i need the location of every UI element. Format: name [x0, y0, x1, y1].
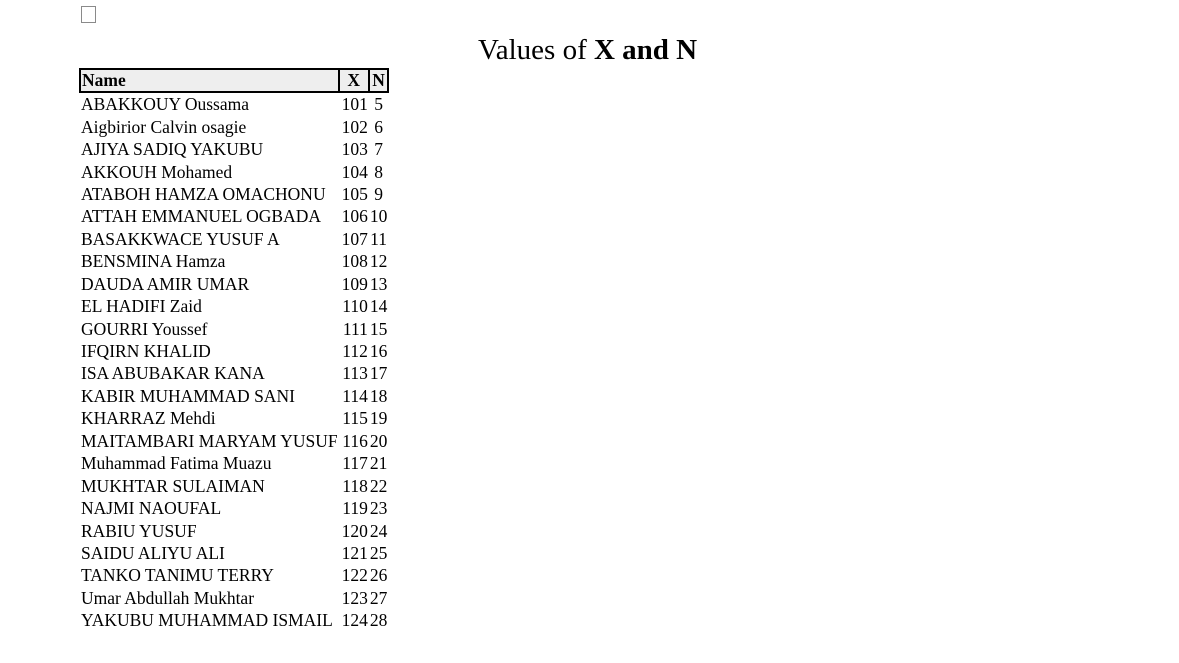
cell-name: Umar Abdullah Mukhtar: [81, 587, 255, 608]
column-header-name: Name: [80, 69, 339, 92]
cell-n: 21: [369, 453, 388, 474]
table-header-row: [80, 69, 388, 92]
cell-x: 121: [341, 542, 368, 563]
table-row: [80, 542, 388, 564]
cell-n: 27: [369, 587, 388, 608]
cell-name: EL HADIFI Zaid: [81, 296, 202, 317]
cell-n: 10: [369, 206, 388, 227]
table-row: [80, 295, 388, 317]
cell-name: NAJMI NAOUFAL: [81, 498, 222, 519]
table-row: [80, 115, 388, 137]
cell-name: KHARRAZ Mehdi: [81, 408, 216, 429]
cell-name: BASAKKWACE YUSUF A: [81, 228, 280, 249]
table-row: [80, 205, 388, 227]
cell-n: 5: [374, 94, 383, 115]
cell-name: IFQIRN KHALID: [81, 341, 211, 362]
cell-n: 12: [369, 251, 388, 272]
cell-n: 11: [370, 228, 388, 249]
cell-x: 120: [341, 520, 368, 541]
cell-x: 124: [341, 610, 368, 631]
cell-n: 25: [369, 542, 388, 563]
cell-x: 117: [342, 453, 368, 474]
cell-x: 112: [342, 341, 368, 362]
cell-n: 22: [369, 475, 388, 496]
page-title: [478, 31, 697, 69]
cell-n: 17: [369, 363, 388, 384]
cell-x: 107: [341, 228, 368, 249]
cell-x: 114: [342, 385, 368, 406]
cell-x: 102: [341, 116, 368, 137]
cell-n: 18: [369, 385, 388, 406]
cell-name: Muhammad Fatima Muazu: [81, 453, 272, 474]
cell-n: 19: [369, 408, 388, 429]
table-row: [80, 497, 388, 519]
cell-name: AKKOUH Mohamed: [81, 161, 233, 182]
cell-x: 115: [342, 408, 368, 429]
cell-name: TANKO TANIMU TERRY: [81, 565, 274, 586]
cell-x: 122: [341, 565, 368, 586]
values-table: [79, 68, 389, 632]
cell-n: 7: [374, 139, 383, 160]
cell-name: MUKHTAR SULAIMAN: [81, 475, 265, 496]
column-header-x: X: [339, 69, 369, 92]
cell-x: 104: [341, 161, 368, 182]
cell-name: GOURRI Youssef: [81, 318, 208, 339]
cell-x: 109: [341, 273, 368, 294]
cell-n: 13: [369, 273, 388, 294]
table-row: [80, 385, 388, 407]
table-row: [80, 138, 388, 160]
cell-x: 119: [342, 498, 368, 519]
page-title-plain: Values of: [478, 34, 594, 66]
table-row: [80, 160, 388, 182]
cell-name: BENSMINA Hamza: [81, 251, 226, 272]
cell-n: 23: [369, 498, 388, 519]
cell-name: DAUDA AMIR UMAR: [81, 273, 250, 294]
cell-n: 14: [369, 296, 388, 317]
cell-n: 16: [369, 341, 388, 362]
cell-name: ATABOH HAMZA OMACHONU: [81, 183, 326, 204]
cell-name: MAITAMBARI MARYAM YUSUF: [81, 430, 338, 451]
cell-x: 103: [341, 139, 368, 160]
cell-x: 106: [341, 206, 368, 227]
cell-n: 24: [369, 520, 388, 541]
cell-name: SAIDU ALIYU ALI: [81, 542, 225, 563]
table-row: [80, 183, 388, 205]
cell-name: ABAKKOUY Oussama: [81, 94, 250, 115]
table-row: [80, 92, 388, 115]
table-row: [80, 587, 388, 609]
cell-x: 123: [341, 587, 368, 608]
table-row: [80, 273, 388, 295]
table-body: [80, 92, 388, 632]
page-title-bold: X and N: [593, 34, 698, 66]
table-row: [80, 519, 388, 541]
cell-name: AJIYA SADIQ YAKUBU: [81, 139, 264, 160]
cell-n: 8: [374, 161, 383, 182]
cell-name: YAKUBU MUHAMMAD ISMAIL: [81, 610, 333, 631]
table-row: [80, 228, 388, 250]
cell-n: 6: [374, 116, 383, 137]
table-row: [80, 474, 388, 496]
cell-n: 9: [374, 183, 383, 204]
cell-n: 26: [369, 565, 388, 586]
table-row: [80, 340, 388, 362]
cell-n: 15: [369, 318, 388, 339]
table-row: [80, 564, 388, 586]
table-row: [80, 452, 388, 474]
cell-x: 116: [342, 430, 368, 451]
table-row: [80, 362, 388, 384]
table-row: [80, 430, 388, 452]
cell-name: ISA ABUBAKAR KANA: [81, 363, 265, 384]
column-header-n: N: [369, 69, 389, 92]
cell-x: 105: [341, 183, 368, 204]
cell-x: 108: [341, 251, 368, 272]
checkbox[interactable]: [81, 6, 96, 23]
cell-x: 118: [342, 475, 368, 496]
table-row: [80, 317, 388, 339]
cell-name: Aigbirior Calvin osagie: [81, 116, 247, 137]
cell-x: 113: [342, 363, 368, 384]
cell-name: KABIR MUHAMMAD SANI: [81, 385, 295, 406]
cell-n: 20: [369, 430, 388, 451]
table-row: [80, 250, 388, 272]
cell-x: 111: [342, 318, 368, 339]
cell-x: 110: [342, 296, 368, 317]
cell-name: RABIU YUSUF: [81, 520, 197, 541]
table-row: [80, 407, 388, 429]
table-row: [80, 609, 388, 631]
cell-n: 28: [369, 610, 388, 631]
cell-x: 101: [341, 94, 368, 115]
cell-name: ATTAH EMMANUEL OGBADA: [81, 206, 322, 227]
